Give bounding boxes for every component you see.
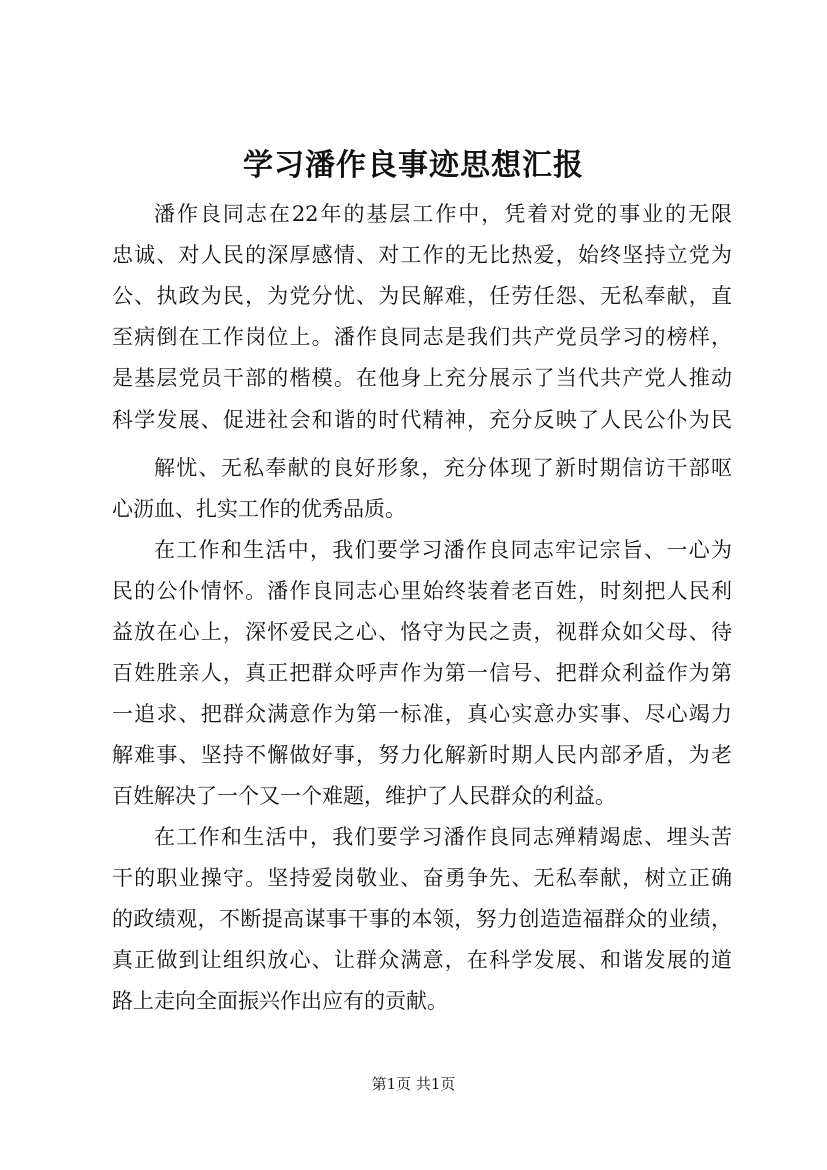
body-line: 一追求、把群众满意作为第一标准，真心实意办实事、尽心竭力 (112, 702, 732, 726)
body-line: 路上走向全面振兴作出应有的贡献。 (112, 989, 448, 1013)
body-line: 百姓胜亲人，真正把群众呼声作为第一信号、把群众利益作为第 (112, 661, 732, 685)
body-line: 在工作和生活中，我们要学习潘作良同志殚精竭虑、埋头苦 (154, 825, 732, 849)
body-line: 忠诚、对人民的深厚感情、对工作的无比热爱，始终坚持立党为 (112, 243, 732, 267)
body-line: 是基层党员干部的楷模。在他身上充分展示了当代共产党人推动 (112, 366, 732, 390)
body-line: 解难事、坚持不懈做好事，努力化解新时期人民内部矛盾，为老 (112, 743, 732, 767)
body-line: 在工作和生活中，我们要学习潘作良同志牢记宗旨、一心为 (154, 538, 732, 562)
body-line: 百姓解决了一个又一个难题，维护了人民群众的利益。 (112, 784, 616, 808)
body-line: 科学发展、促进社会和谐的时代精神，充分反映了人民公仆为民 (112, 408, 732, 432)
page-footer: 第1页 共1页 (371, 1075, 456, 1093)
document-title: 学习潘作良事迹思想汇报 (243, 148, 584, 183)
body-line: 解忧、无私奉献的良好形象，充分体现了新时期信访干部呕 (154, 456, 732, 480)
body-line: 心沥血、扎实工作的优秀品质。 (112, 497, 406, 521)
body-line: 的政绩观，不断提高谋事干事的本领，努力创造造福群众的业绩， (112, 907, 732, 931)
body-line: 公、执政为民，为党分忧、为民解难，任劳任怨、无私奉献，直 (112, 284, 732, 308)
body-line: 至病倒在工作岗位上。潘作良同志是我们共产党员学习的榜样， (112, 325, 732, 349)
body-line: 干的职业操守。坚持爱岗敬业、奋勇争先、无私奉献，树立正确 (112, 866, 732, 890)
body-line: 潘作良同志在22年的基层工作中，凭着对党的事业的无限 (154, 202, 732, 226)
body-line: 益放在心上，深怀爱民之心、恪守为民之责，视群众如父母、待 (112, 620, 732, 644)
body-line: 真正做到让组织放心、让群众满意，在科学发展、和谐发展的道 (112, 948, 732, 972)
body-line: 民的公仆情怀。潘作良同志心里始终装着老百姓，时刻把人民利 (112, 579, 732, 603)
